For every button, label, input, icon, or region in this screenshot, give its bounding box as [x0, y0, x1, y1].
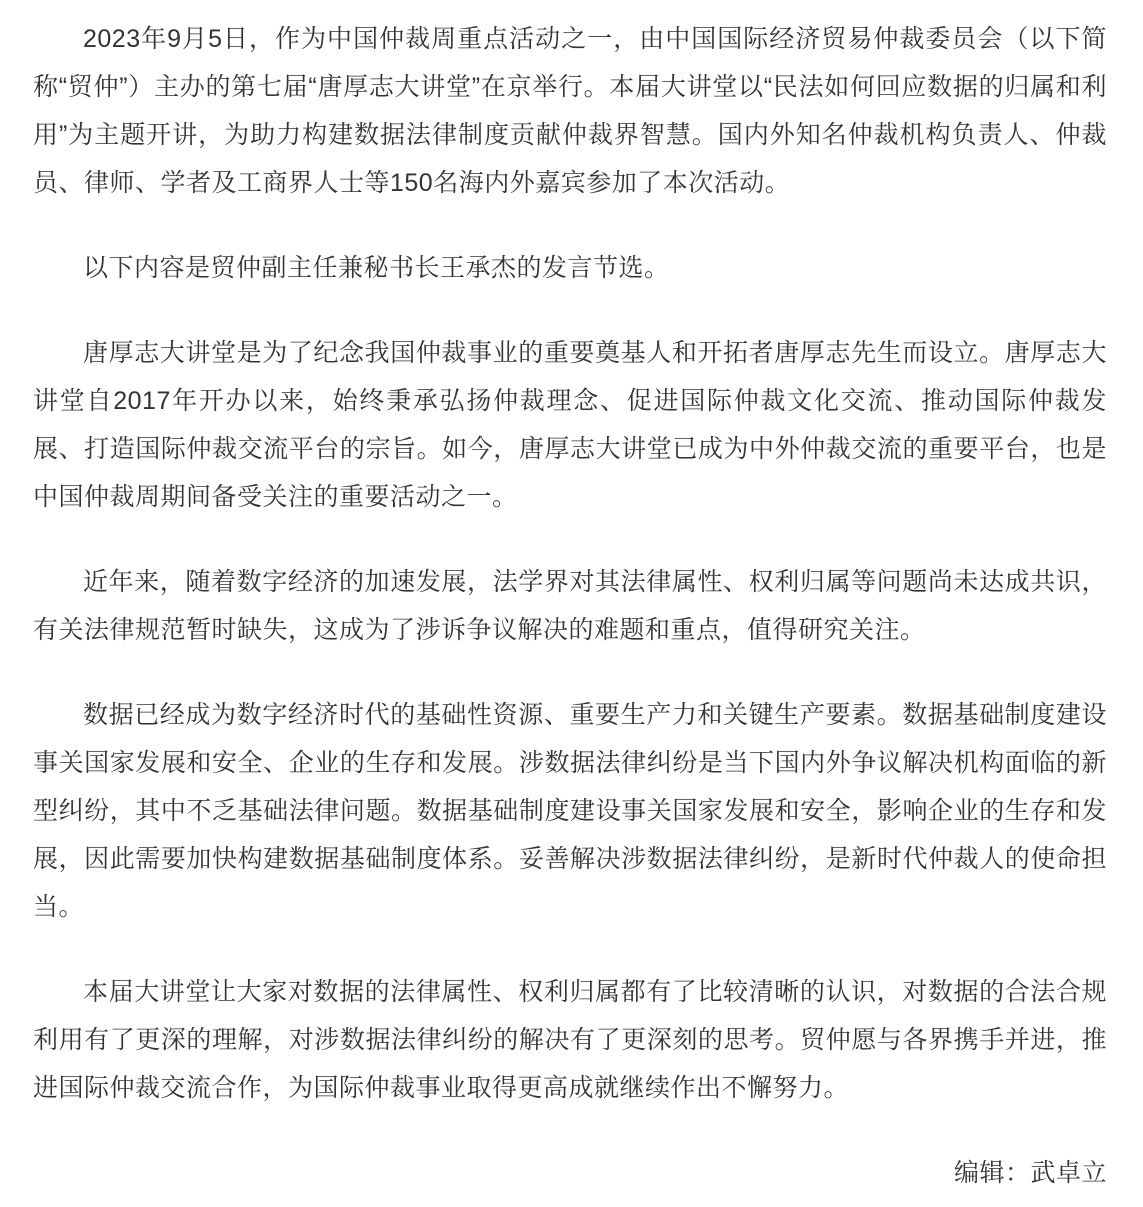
- article-paragraph: 2023年9月5日，作为中国仲裁周重点活动之一，由中国国际经济贸易仲裁委员会（以下简称“贸仲”）主办的第七届“唐厚志大讲堂”在京举行。本届大讲堂以“民法如何回应数据的归属和利用”为主题开讲，为助力构建数据法律制度贡献仲裁界智慧。国内外知名仲裁机构负责人、仲裁员、律师、学者及工商界人士等150名海内外嘉宾参加了本次活动。: [33, 25, 1107, 197]
- article-paragraph: 数据已经成为数字经济时代的基础性资源、重要生产力和关键生产要素。数据基础制度建设事关国家发展和安全、企业的生存和发展。涉数据法律纠纷是当下国内外争议解决机构面临的新型纠纷，其中不乏基础法律问题。数据基础制度建设事关国家发展和安全，影响企业的生存和发展，因此需要加快构建数据基础制度体系。妥善解决涉数据法律纠纷，是新时代仲裁人的使命担当。: [33, 701, 1107, 921]
- article-paragraph: 本届大讲堂让大家对数据的法律属性、权利归属都有了比较清晰的认识，对数据的合法合规利用有了更深的理解，对涉数据法律纠纷的解决有了更深刻的思考。贸仲愿与各界携手并进，推进国际仲裁交流合作，为国际仲裁事业取得更高成就继续作出不懈努力。: [33, 978, 1107, 1102]
- article-paragraph: 近年来，随着数字经济的加速发展，法学界对其法律属性、权利归属等问题尚未达成共识，有关法律规范暂时缺失，这成为了涉诉争议解决的难题和重点，值得研究关注。: [33, 568, 1107, 644]
- article-paragraph: 以下内容是贸仲副主任兼秘书长王承杰的发言节选。: [83, 254, 670, 282]
- editor-credit: 编辑：武卓立: [953, 1159, 1107, 1187]
- article-paragraph: 唐厚志大讲堂是为了纪念我国仲裁事业的重要奠基人和开拓者唐厚志先生而设立。唐厚志大讲堂自2017年开办以来，始终秉承弘扬仲裁理念、促进国际仲裁文化交流、推动国际仲裁发展、打造国际仲裁交流平台的宗旨。如今，唐厚志大讲堂已成为中外仲裁交流的重要平台，也是中国仲裁周期间备受关注的重要活动之一。: [33, 339, 1107, 511]
- article-body: [33, 15, 1107, 1112]
